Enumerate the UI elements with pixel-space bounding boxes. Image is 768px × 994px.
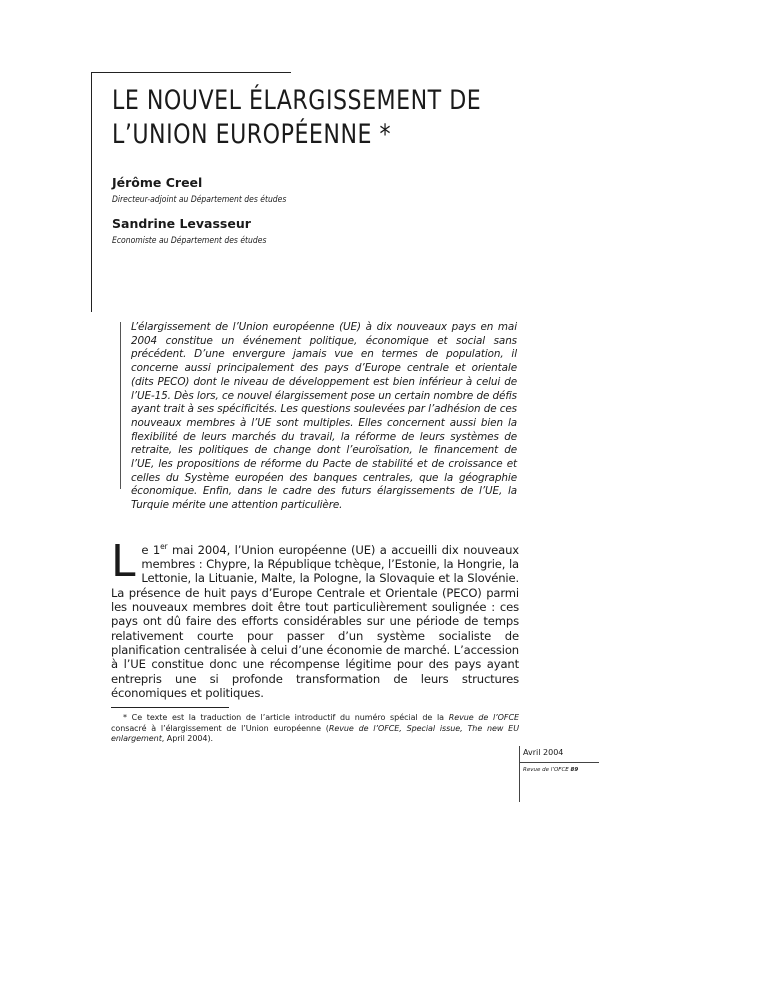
author-name-2: Sandrine Levasseur: [112, 216, 251, 231]
footnote-italic-2: Revue de l’OFCE, Special issue, The new EU enlargement: [111, 723, 519, 743]
body-lead: e 1: [141, 542, 161, 557]
folio-date: Avril 2004: [523, 748, 564, 757]
author-name-1: Jérôme Creel: [112, 175, 203, 190]
footnote: [111, 713, 519, 745]
title-left-rule: [91, 72, 92, 312]
page-number: 89: [570, 767, 579, 773]
footnote-italic-1: Revue de l’OFCE: [448, 713, 519, 722]
drop-cap: L: [111, 536, 136, 587]
folio-horizontal-rule: [519, 762, 599, 763]
body-paragraph: [111, 536, 519, 700]
title-line-2: L’UNION EUROPÉENNE *: [112, 119, 392, 150]
abstract-text: L’élargissement de l’Union européenne (UE) à dix nouveaux pays en mai 2004 constitue un événement politique, économique et social sans précédent. D’une envergure jamais vue en termes de population, il concerne aussi principalement des pays d’Europe centrale et orientale (dits PECO) dont le niveau de développement est bien inférieur à celui de l’UE-15. Dès lors, ce nouvel élargissement pose un certain nombre de défis ayant trait à ses spécificités. Les questions soulevées par l’adhésion de ces nouveaux membres à l’UE sont multiples. Elles concernent aussi bien la flexibilité de leurs marchés du travail, la réforme de leurs systèmes de retraite, les politiques de change dont l’euroïsation, le financement de l’UE, les propositions de réforme du Pacte de stabilité et de croissance et celles du Système européen des banques centrales, que la géographie économique. Enfin, dans le cadre des futurs élargissements de l’UE, la Turquie mérite une attention particulière.: [131, 321, 517, 512]
footnote-rule: [111, 707, 229, 708]
footnote-part-3: , April 2004).: [161, 734, 214, 743]
journal-name: Revue de l’OFCE: [523, 767, 569, 773]
author-role-1: Directeur-adjoint au Département des études: [112, 195, 287, 205]
ordinal-superscript: er: [160, 542, 168, 551]
article-title: [112, 84, 482, 152]
title-top-rule: [91, 72, 291, 73]
abstract-margin-bar: [120, 322, 121, 489]
folio-journal: [523, 767, 578, 773]
title-line-1: LE NOUVEL ÉLARGISSEMENT DE: [112, 85, 482, 116]
author-role-2: Economiste au Département des études: [112, 236, 267, 246]
folio-vertical-rule: [519, 746, 520, 802]
body-rest: mai 2004, l’Union européenne (UE) a accueilli dix nouveaux membres : Chypre, la République tchèque, l’Estonie, la Hongrie, la Lettonie, la Lituanie, Malte, la Pologne, la Slovaquie et la Slovénie. La présence de huit pays d’Europe Centrale et Orientale (PECO) parmi les nouveaux membres doit être tout particulièrement soulignée : ces pays ont dû faire des efforts considérables sur une période de temps relativement courte pour passer d’un système socialiste de planification centralisée à celui d’une économie de marché. L’accession à l’UE constitue donc une récompense légitime pour des pays ayant entrepris une si profonde transformation de leurs structures économiques et politiques.: [111, 542, 519, 700]
footnote-part-2: consacré à l’élargissement de l’Union européenne (: [111, 723, 329, 733]
footnote-part-1: * Ce texte est la traduction de l’article introductif du numéro spécial de la: [123, 713, 449, 722]
